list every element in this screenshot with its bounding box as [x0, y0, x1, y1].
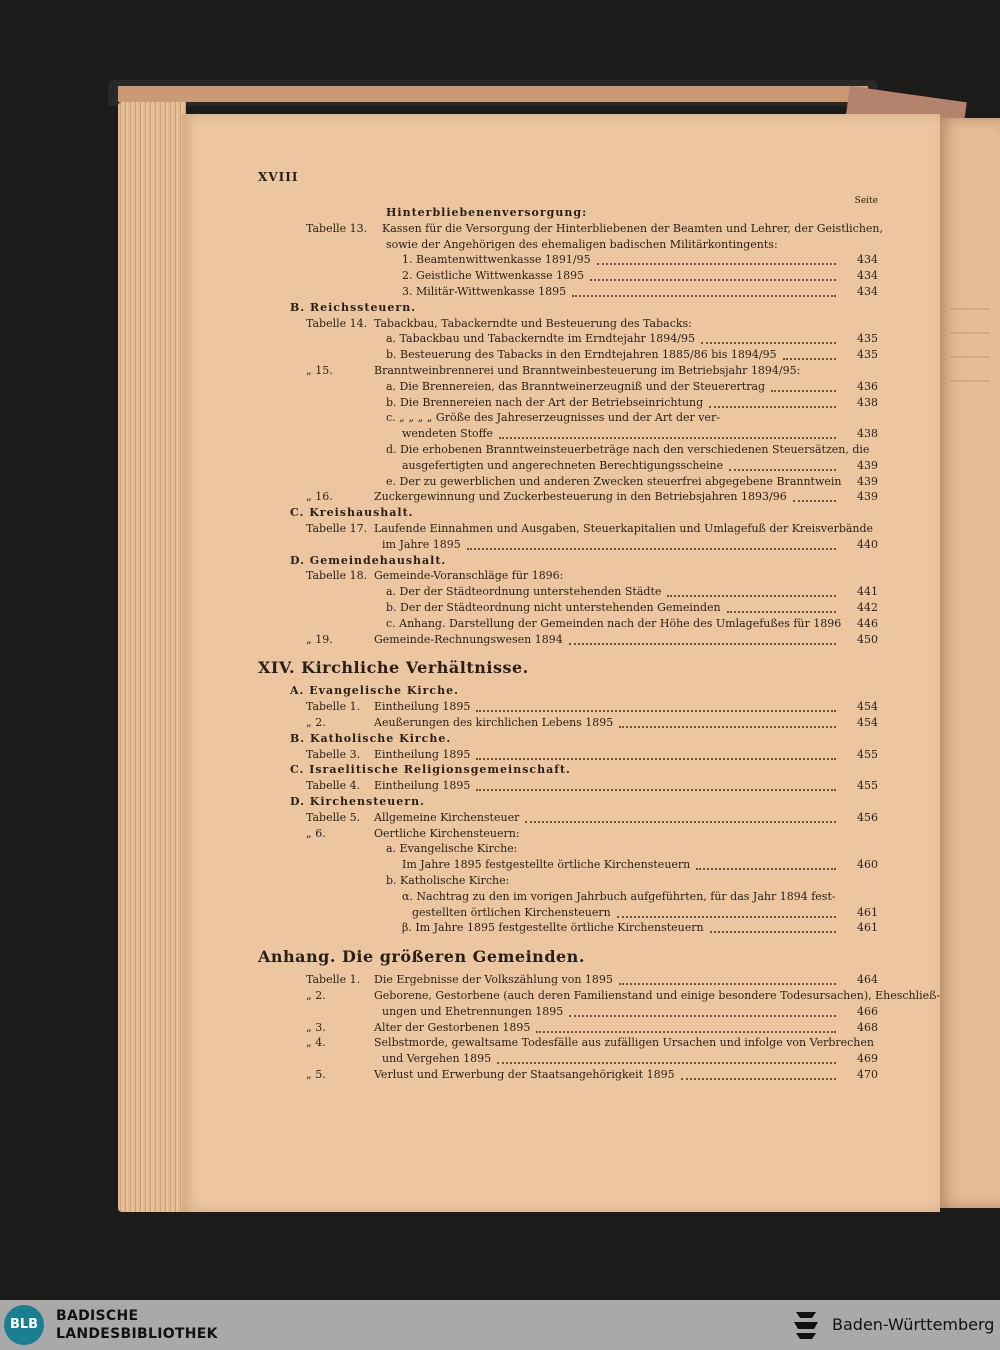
page-number: XVIII	[258, 170, 299, 184]
leader-dots	[619, 982, 836, 985]
leader-dots	[701, 341, 836, 344]
entry-text: 2. Geistliche Wittwenkasse 1895	[402, 269, 585, 283]
entry-text: XIV. Kirchliche Verhältnisse.	[258, 658, 529, 678]
page-ref: 435	[857, 348, 878, 362]
entry-text: b. Besteuerung des Tabacks in den Erndtejahren 1885/86 bis 1894/95	[386, 348, 777, 362]
table-label: „ 19.	[306, 632, 333, 646]
lions-emblem-icon	[792, 1306, 820, 1344]
leader-dots	[709, 405, 836, 408]
page-ref: 454	[857, 716, 878, 729]
table-label: „ 5.	[306, 1068, 326, 1081]
page-ref: 446	[857, 616, 878, 630]
entry-text: ungen und Ehetrennungen 1895	[382, 1004, 564, 1018]
entry-text: C. Israelitische Religionsgemeinschaft.	[290, 763, 571, 777]
table-label: „ 6.	[306, 826, 326, 840]
entry-text: wendeten Stoffe	[402, 427, 493, 441]
entry-text: Eintheilung 1895	[374, 779, 471, 793]
leader-dots	[681, 1077, 836, 1080]
page-ref: 434	[857, 253, 878, 267]
leader-dots	[771, 389, 836, 392]
entry-text: Allgemeine Kirchensteuer	[374, 810, 520, 824]
table-label: „ 2.	[306, 716, 326, 729]
entry-text: Die Ergebnisse der Volkszählung von 1895	[374, 973, 613, 987]
leader-dots	[727, 610, 836, 613]
entry-text: Oertliche Kirchensteuern:	[374, 826, 520, 840]
state-name: Baden-Württemberg	[832, 1315, 995, 1334]
page-ref: 455	[857, 747, 878, 761]
page-ref: 460	[857, 858, 878, 872]
page-ref: 455	[857, 779, 878, 793]
entry-text: 3. Militär-Wittwenkasse 1895	[402, 285, 567, 298]
leader-dots	[667, 594, 836, 597]
entry-text: a. Der der Städteordnung unterstehenden Städte	[386, 585, 662, 599]
entry-text: ausgefertigten und angerechneten Berechtigungsscheine	[402, 458, 724, 472]
entry-text: b. Die Brennereien nach der Art der Betriebseinrichtung	[386, 395, 704, 409]
leader-dots	[619, 725, 836, 728]
entry-text: Eintheilung 1895	[374, 747, 471, 761]
page-ref: 454	[857, 700, 878, 714]
table-label: Tabelle 14.	[306, 316, 368, 330]
page-ref: 450	[857, 632, 878, 646]
page-ref: 439	[857, 458, 878, 472]
entry-text: Geborene, Gestorbene (auch deren Familienstand und einige besondere Todesursachen), Eheschließ-	[374, 989, 941, 1002]
entry-text: b. Der der Städteordnung nicht unterstehenden Gemeinden	[386, 601, 721, 614]
page-ref: 435	[857, 332, 878, 346]
entry-text: Laufende Einnahmen und Ausgaben, Steuerkapitalien und Umlagefuß der Kreisverbände	[374, 522, 874, 535]
entry-text: Selbstmorde, gewaltsame Todesfälle aus zufälligen Ursachen und infolge von Verbrechen	[374, 1036, 874, 1050]
entry-text: Kassen für die Versorgung der Hinterbliebenen der Beamten und Lehrer, der Geistlichen,	[382, 221, 883, 235]
library-name-line1: BADISCHE	[56, 1308, 139, 1324]
entry-text: Hinterbliebenenversorgung:	[386, 206, 588, 219]
entry-text: Anhang. Die größeren Gemeinden.	[258, 947, 585, 967]
entry-text: und Vergehen 1895	[382, 1052, 492, 1066]
footer-bar	[0, 1300, 1000, 1350]
table-label: Tabelle 3.	[306, 747, 361, 761]
leader-dots	[536, 1030, 836, 1033]
entry-text: e. Der zu gewerblichen und anderen Zwecken steuerfrei abgegebene Branntwein	[386, 474, 842, 488]
leader-dots	[793, 499, 836, 502]
entry-text: a. Die Brennereien, das Branntweinerzeugniß und der Steuerertrag	[386, 379, 766, 393]
leader-dots	[476, 757, 836, 760]
table-label: Tabelle 1.	[306, 700, 361, 714]
table-label: Tabelle 5.	[306, 810, 361, 824]
leader-dots	[476, 788, 836, 791]
entry-text: Eintheilung 1895	[374, 700, 471, 714]
page-ref: 434	[857, 285, 878, 298]
entry-text: Aeußerungen des kirchlichen Lebens 1895	[374, 716, 614, 729]
page-ref: 439	[857, 474, 878, 488]
entry-text: Verlust und Erwerbung der Staatsangehörigkeit 1895	[374, 1068, 675, 1081]
table-label: „ 4.	[306, 1036, 326, 1050]
entry-text: A. Evangelische Kirche.	[290, 684, 459, 698]
page-ref: 469	[857, 1052, 878, 1066]
page-ref: 438	[857, 395, 878, 409]
leader-dots	[710, 930, 836, 933]
seite-label: Seite	[854, 196, 878, 206]
table-label: Tabelle 13.	[306, 221, 368, 235]
book-page	[182, 114, 940, 1212]
leader-dots	[467, 547, 836, 550]
book-board-edge	[118, 86, 868, 102]
table-label: Tabelle 4.	[306, 779, 361, 793]
leader-dots	[497, 1061, 836, 1064]
entry-text: D. Kirchensteuern.	[290, 795, 425, 808]
page-ref: 461	[857, 921, 878, 935]
page-ref: 439	[857, 490, 878, 504]
entry-text: C. Kreishaushalt.	[290, 506, 414, 520]
entry-text: a. Evangelische Kirche:	[386, 842, 518, 856]
page-ref: 466	[857, 1004, 878, 1018]
entry-text: c. „ „ „ „ Größe des Jahreserzeugnisses und der Art der ver-	[386, 411, 720, 425]
facing-page	[936, 118, 1000, 1208]
entry-text: 1. Beamtenwittwenkasse 1891/95	[402, 253, 591, 267]
leader-dots	[783, 357, 836, 360]
entry-text: Im Jahre 1895 festgestellte örtliche Kirchensteuern	[402, 858, 691, 872]
entry-text: Alter der Gestorbenen 1895	[374, 1020, 531, 1034]
page-ref: 436	[857, 379, 878, 393]
table-label: „ 2.	[306, 989, 326, 1002]
table-label: Tabelle 1.	[306, 973, 361, 987]
page-ref: 438	[857, 427, 878, 441]
page-ref: 440	[857, 537, 878, 551]
entry-text: B. Reichssteuern.	[290, 300, 417, 314]
leader-dots	[572, 294, 836, 297]
entry-text: B. Katholische Kirche.	[290, 731, 452, 745]
page-ref: 442	[857, 601, 878, 614]
entry-text: c. Anhang. Darstellung der Gemeinden nach der Höhe des Umlagefußes für 1896	[386, 616, 842, 630]
library-name-line2: LANDESBIBLIOTHEK	[56, 1326, 218, 1342]
entry-text: Gemeinde-Rechnungswesen 1894	[374, 632, 563, 646]
entry-text: b. Katholische Kirche:	[386, 874, 510, 887]
entry-text: sowie der Angehörigen des ehemaligen badischen Militärkontingents:	[386, 237, 778, 251]
page-ref: 461	[857, 905, 878, 919]
entry-text: d. Die erhobenen Branntweinsteuerbeträge nach den verschiedenen Steuersätzen, die	[386, 443, 870, 456]
blb-logo[interactable]: BLB	[4, 1305, 44, 1345]
entry-text: α. Nachtrag zu den im vorigen Jahrbuch aufgeführten, für das Jahr 1894 fest-	[402, 889, 836, 903]
leader-dots	[476, 709, 836, 712]
leader-dots	[525, 820, 836, 823]
leader-dots	[499, 436, 836, 439]
entry-text: D. Gemeindehaushalt.	[290, 553, 447, 567]
table-label: „ 16.	[306, 490, 333, 504]
table-label: „ 3.	[306, 1020, 326, 1034]
page-ref: 470	[857, 1068, 878, 1081]
page-stack	[118, 102, 186, 1212]
leader-dots	[617, 915, 836, 918]
entry-text: im Jahre 1895	[382, 537, 461, 551]
entry-text: a. Tabackbau und Tabackerndte im Erndtejahr 1894/95	[386, 332, 695, 346]
entry-text: Gemeinde-Voranschläge für 1896:	[374, 569, 564, 583]
page-ref: 468	[857, 1020, 878, 1034]
leader-dots	[696, 867, 836, 870]
page-ref: 434	[857, 269, 878, 283]
table-label: „ 15.	[306, 364, 333, 377]
table-label: Tabelle 18.	[306, 569, 368, 583]
entry-text: Branntweinbrennerei und Branntweinbesteuerung im Betriebsjahr 1894/95:	[374, 364, 801, 377]
page-ref: 456	[857, 810, 878, 824]
page-ref: 464	[857, 973, 878, 987]
table-label: Tabelle 17.	[306, 522, 368, 535]
entry-text: Tabackbau, Tabackerndte und Besteuerung des Tabacks:	[374, 316, 692, 330]
page-ref: 441	[857, 585, 878, 599]
entry-text: β. Im Jahre 1895 festgestellte örtliche Kirchensteuern	[402, 921, 704, 935]
entry-text: Zuckergewinnung und Zuckerbesteuerung in den Betriebsjahren 1893/96	[374, 490, 787, 504]
leader-dots	[590, 278, 836, 281]
leader-dots	[569, 1014, 836, 1017]
leader-dots	[569, 642, 836, 645]
leader-dots	[597, 262, 836, 265]
entry-text: gestellten örtlichen Kirchensteuern	[412, 905, 611, 919]
leader-dots	[729, 468, 836, 471]
